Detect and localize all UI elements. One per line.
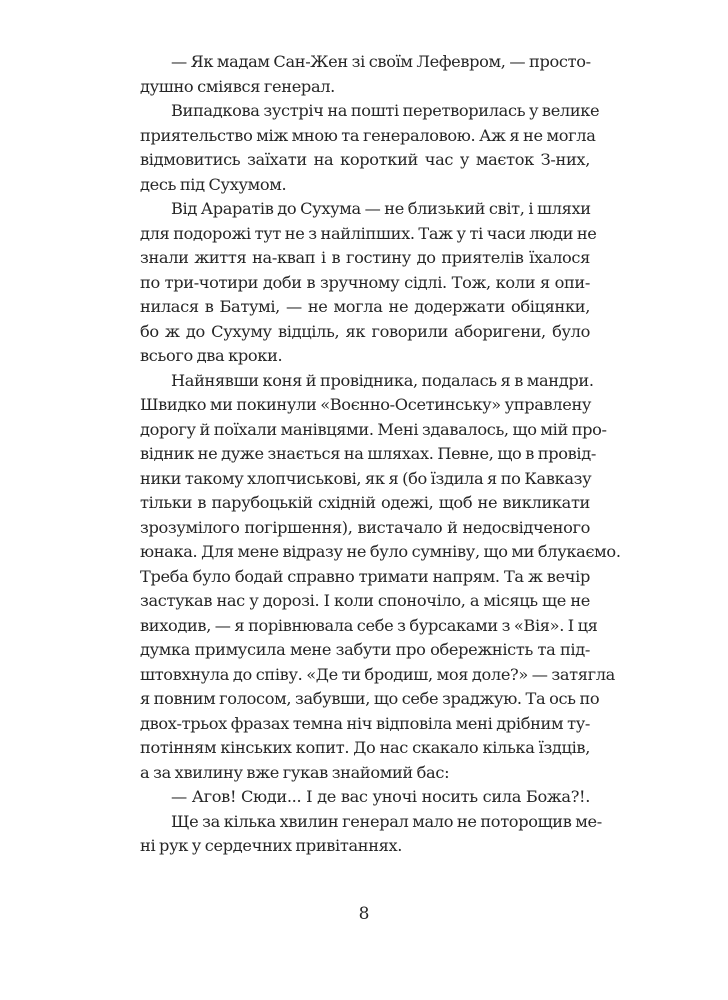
- text-line: Швидко ми покинули «Воєнно-Осетинську» управлену: [140, 395, 592, 414]
- text-line: — Агов! Сюди... І де вас уночі носить сила Божа?!.: [171, 787, 590, 806]
- text-line: тільки в парубоцькій східній одежі, щоб не викликати: [140, 493, 590, 512]
- page-number: 8: [358, 904, 370, 924]
- text-line: душно сміявся генерал.: [140, 76, 335, 96]
- text-line: по три-чотири доби в зручному сідлі. Тож, коли я опи-: [140, 272, 590, 292]
- text-line: юнака. Для мене відразу не було сумніву, що ми блукаємо.: [140, 542, 621, 561]
- text-line: десь під Сухумом.: [140, 174, 287, 194]
- text-line: Від Араратів до Сухума — не близький світ, і шляхи: [171, 199, 591, 218]
- text-line: штовхнула до співу. «Де ти бродиш, моя доле?» — затягла: [140, 664, 615, 684]
- text-line: Ще за кілька хвилин генерал мало не поторощив ме-: [171, 811, 602, 831]
- text-line: Випадкова зустріч на пошті перетворилась у велике: [171, 101, 600, 120]
- text-line: двох-трьох фразах темна ніч відповіла мені дрібним ту-: [140, 713, 590, 733]
- text-line: для подорожі тут не з найліпших. Таж у ті часи люди не: [140, 223, 597, 243]
- text-line: знали життя на-квап і в гостину до приятелів їхалося: [140, 248, 590, 267]
- text-line: нилася в Батумі, — не могла не додержати обіцянки,: [140, 297, 590, 316]
- text-line: зрозумілого погіршення), вистачало й недосвідченого: [140, 517, 590, 537]
- text-line: Найнявши коня й провідника, подалась я в мандри.: [171, 370, 594, 390]
- text-line: — Як мадам Сан-Жен зі своїм Лефевром, — просто-: [171, 52, 591, 71]
- text-line: бо ж до Сухуму відціль, як говорили аборигени, було: [140, 321, 590, 341]
- text-line: застукав нас у дорозі. І коли споночіло, а місяць ще не: [140, 591, 590, 610]
- text-line: потінням кінських копит. До нас скакало кілька їздців,: [140, 738, 590, 757]
- text-line: виходив, — я порівнювала себе з бурсаками з «Вія». І ця: [140, 615, 598, 635]
- text-line: думка примусила мене забути про обережність та під-: [140, 640, 590, 659]
- text-line: всього два кроки.: [140, 346, 283, 365]
- text-line: а за хвилину вже гукав знайомий бас:: [140, 762, 450, 782]
- text-line: дорогу й поїхали манівцями. Мені здавалось, що мій про-: [140, 419, 607, 439]
- text-line: ники такому хлопчиськові, як я (бо їздила я по Кавказу: [140, 468, 592, 488]
- text-line: відмовитись заїхати на короткий час у маєток З-них,: [140, 150, 590, 169]
- text-line: приятельство між мною та генераловою. Аж я не могла: [140, 125, 596, 145]
- text-line: ні рук у сердечних привітаннях.: [140, 836, 403, 855]
- text-line: відник не дуже знається на шляхах. Певне, що в провід-: [140, 444, 596, 463]
- page-body-text: [140, 50, 621, 859]
- text-line: я повним голосом, забувши, що себе зраджую. Та ось по: [140, 689, 600, 708]
- text-line: Треба було бодай справно тримати напрям. Та ж вечір: [140, 566, 590, 586]
